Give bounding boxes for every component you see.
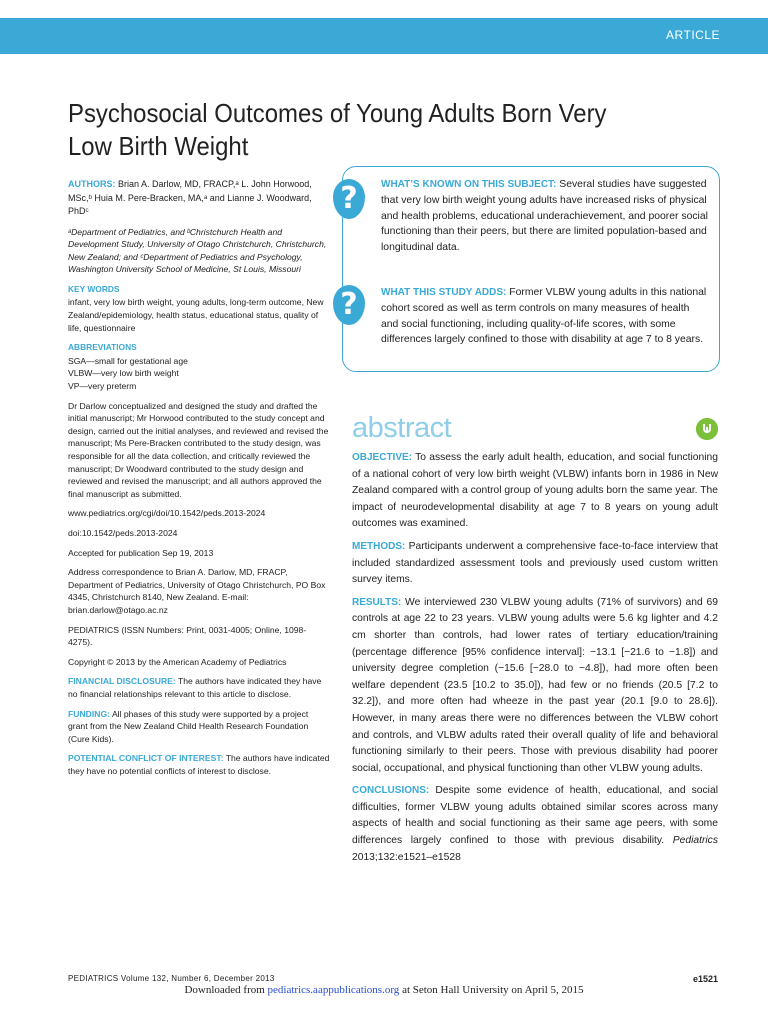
what-study-adds — [381, 285, 709, 348]
conclusions-text: Despite some evidence of health, educational, and social difficulties, former VLBW young adults obtained similar scores across many aspects of health and social functioning as their same age peers, with some differences largely confined to those with previous disability. — [352, 785, 718, 847]
keywords — [68, 283, 330, 334]
conflict-text: The authors have indicated they have no potential conflicts of interest to disclose. — [68, 753, 330, 776]
download-suffix: at Seton Hall University on April 5, 2015 — [402, 984, 584, 996]
abbreviation-item: SGA—small for gestational age — [68, 355, 188, 366]
abbreviations — [68, 341, 330, 392]
study-adds-label: WHAT THIS STUDY ADDS: — [381, 287, 507, 298]
funding-text: All phases of this study were supported by a project grant from the New Zealand Child Health Research Foundation (Cure Kids). — [68, 708, 309, 744]
contributions: Dr Darlow conceptualized and designed the study and drafted the initial manuscript; Mr Horwood contributed to the study concept and design, carried out the initial analyses, and reviewed and revised the manuscript; Ms Pere-Bracken contributed to the study design, was responsible for all the data collection, and critically reviewed the manuscript; Dr Woodward contributed to the study design and reviewed and revised the manuscript; and all authors approved the final manuscript as submitted. — [68, 400, 329, 499]
footer-journal: PEDIATRICS Volume 132, Number 6, December 2013 — [68, 974, 275, 983]
article-type-label: ARTICLE — [666, 28, 720, 42]
header-bar — [0, 18, 768, 54]
question-icon: ? — [333, 285, 365, 325]
abstract-objective — [352, 450, 718, 533]
methods-text: Participants underwent a comprehensive face-to-face interview that included standardized assessment tools and previously used custom written survey items. — [352, 540, 718, 586]
objective-label: OBJECTIVE: — [352, 452, 413, 463]
issn: PEDIATRICS (ISSN Numbers: Print, 0031-4005; Online, 1098-4275). — [68, 624, 307, 648]
conflict-of-interest — [68, 752, 330, 777]
abbreviation-item: VLBW—very low birth weight — [68, 368, 179, 379]
abstract-heading: abstract — [352, 412, 452, 444]
authors — [68, 178, 330, 219]
article-url[interactable]: www.pediatrics.org/cgi/doi/10.1542/peds.2013-2024 — [68, 508, 266, 519]
download-notice — [0, 984, 768, 996]
download-prefix: Downloaded from — [184, 984, 265, 996]
page-number: e1521 — [692, 974, 718, 984]
whats-known-label: WHAT’S KNOWN ON THIS SUBJECT: — [381, 179, 557, 190]
financial-label: FINANCIAL DISCLOSURE: — [68, 676, 176, 687]
funding — [68, 708, 330, 746]
left-column — [68, 178, 330, 784]
whats-known — [381, 177, 709, 256]
summary-box — [342, 166, 720, 372]
results-text: We interviewed 230 VLBW young adults (71% of survivors) and 69 controls at age 22 to 23 years. VLBW young adults were 5.6 kg lighter and 4.2 cm shorter than controls, had lower rates of tertiary education/training (percentage difference [95% confidence interval]: −13.1 [−21.6 to −1.8]) and university degree completion (−15.6 [−28.0 to −4.8]), had more often been welfare dependent (23.5 [10.2 to 35.0]), had few or no friends (20.5 [7.2 to 32.2]), and more often had wheeze in the past year (20.1 [9.0 to 28.6]). However, in many areas there were no differences between the VLBW cohort and controls, and VLBW adults rated their overall quality of life and behavioral functioning similarly to their peers. Those with previous disability had poorer social, occupational, and physical functioning than other VLBW young adults. — [352, 596, 718, 774]
results-label: RESULTS: — [352, 596, 402, 608]
affiliations: ᵃDepartment of Pediatrics, and ᵇChristchurch Health and Development Study, University of Otago Christchurch, Christchurch, New Zealand; and ᶜDepartment of Pediatrics and Psychology, Washington University School of Medicine, St Louis, Missouri — [68, 226, 327, 275]
authors-label: AUTHORS: — [68, 179, 116, 189]
correspondence: Address correspondence to Brian A. Darlow, MD, FRACP, Department of Pediatrics, University of Otago Christchurch, PO Box 4345, Christchurch 8140, New Zealand. E-mail: brian.darlow@otago.ac.nz — [68, 567, 326, 615]
objective-text: To assess the early adult health, education, and social functioning of a national cohort of very low birth weight (VLBW) infants born in 1986 in New Zealand compared with a control group of young adults born the same year. The impact of neurodevelopmental disability at age 7 to 8 years on young adult outcomes was examined. — [352, 452, 718, 530]
keywords-text: infant, very low birth weight, young adults, long-term outcome, New Zealand/epidemiology, health status, educational status, quality of life, questionnaire — [68, 297, 324, 333]
whats-known-text: Several studies have suggested that very low birth weight young adults have increased risks of physical and health problems, educational underachievement, and poorer social functioning than their peers, but there are limited population-based and longitudinal data. — [381, 179, 708, 254]
copyright: Copyright © 2013 by the American Academy of Pediatrics — [68, 656, 287, 667]
abstract-methods — [352, 539, 718, 589]
methods-label: METHODS: — [352, 540, 406, 552]
abstract-body — [352, 450, 718, 872]
financial-text: The authors have indicated they have no financial relationships relevant to this article to disclose. — [68, 676, 322, 699]
abbreviations-label: ABBREVIATIONS — [68, 342, 137, 353]
funding-label: FUNDING: — [68, 708, 111, 719]
conclusions-label: CONCLUSIONS: — [352, 785, 430, 797]
citation-journal: Pediatrics — [672, 835, 718, 847]
authors-text: Brian A. Darlow, MD, FRACP,ᵃ L. John Horwood, MSc,ᵇ Huia M. Pere-Bracken, MA,ᵃ and Lianne J. Woodward, PhDᶜ — [68, 179, 312, 216]
download-link[interactable]: pediatrics.aappublications.org — [267, 984, 400, 996]
article-doi: doi:10.1542/peds.2013-2024 — [68, 527, 178, 538]
question-icon: ? — [333, 179, 365, 219]
study-adds-text: Former VLBW young adults in this national cohort scored as well as term controls on many measures of health and social functioning, including quality-of-life scores, with some differences largely confined to those with disability at age 7 to 8 years. — [381, 287, 707, 346]
open-access-icon — [696, 418, 718, 440]
accepted-date: Accepted for publication Sep 19, 2013 — [68, 547, 214, 558]
conflict-label: POTENTIAL CONFLICT OF INTEREST: — [68, 753, 224, 764]
citation-details: 2013;132:e1521–e1528 — [352, 851, 461, 863]
financial-disclosure — [68, 675, 330, 700]
keywords-label: KEY WORDS — [68, 283, 120, 294]
abstract-conclusions — [352, 783, 718, 866]
abbreviation-item: VP—very preterm — [68, 381, 137, 392]
page-title: Psychosocial Outcomes of Young Adults Born Very Low Birth Weight — [68, 98, 607, 162]
abstract-results — [352, 595, 718, 778]
